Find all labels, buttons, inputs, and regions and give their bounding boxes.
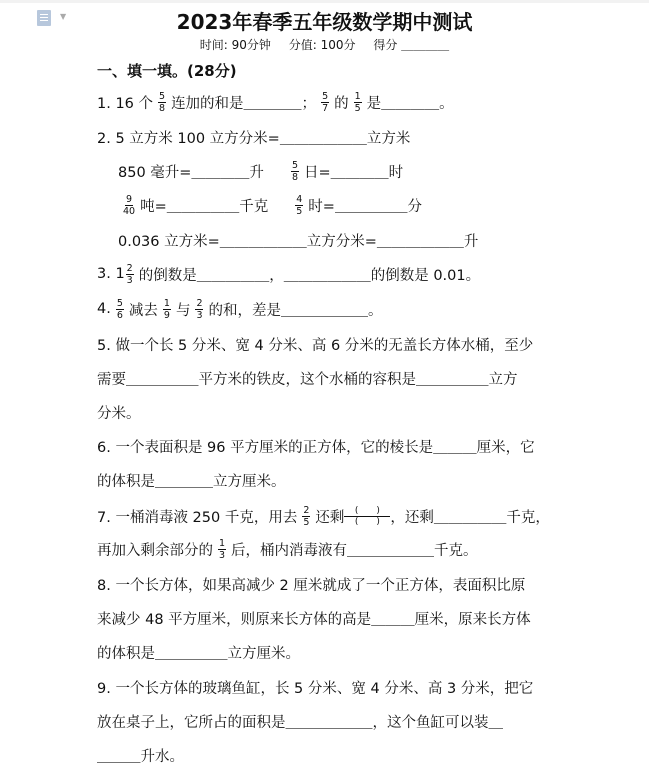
question-line xyxy=(97,87,454,117)
denominator-blank: ( ) xyxy=(354,516,380,527)
denominator: 3 xyxy=(196,309,203,321)
question-text: 的体积是＿＿＿＿立方厘米。 xyxy=(97,473,286,490)
question-text: 9. 一个长方体的玻璃鱼缸，长 5 分米、宽 4 分米、高 3 分米，把它 xyxy=(97,680,534,697)
question-line xyxy=(97,329,533,359)
question-line xyxy=(97,672,533,702)
fraction xyxy=(321,91,329,114)
question-line xyxy=(118,190,422,220)
question-text: 分米。 xyxy=(97,405,141,422)
fraction xyxy=(163,298,171,321)
denominator: 5 xyxy=(296,205,303,217)
fraction xyxy=(302,505,310,528)
question-text: 减去 xyxy=(128,302,158,319)
question-line xyxy=(97,501,550,531)
question-line xyxy=(118,156,403,186)
question-text: 后，桶内消毒液有＿＿＿＿＿＿千克。 xyxy=(231,542,478,559)
question-line xyxy=(118,225,478,255)
question-line xyxy=(97,534,478,564)
ruler-bar xyxy=(0,0,649,3)
fraction xyxy=(295,194,303,217)
question-line xyxy=(97,569,525,599)
question-text: 的倒数是＿＿＿＿＿，＿＿＿＿＿＿的倒数是 0.01。 xyxy=(138,267,481,284)
question-text: ＿＿＿升水。 xyxy=(97,748,184,765)
page-title: 2023年春季五年级数学期中测试 xyxy=(176,10,473,34)
numerator: 2 xyxy=(126,262,133,274)
question-text: 来减少 48 平方厘米，则原来长方体的高是＿＿＿厘米，原来长方体 xyxy=(97,611,531,628)
numerator: 1 xyxy=(354,90,361,102)
numerator: 2 xyxy=(196,297,203,309)
question-text: 8. 一个长方体，如果高减少 2 厘米就成了一个正方体，表面积比原 xyxy=(97,577,526,594)
question-text: 放在桌子上，它所占的面积是＿＿＿＿＿＿，这个鱼缸可以装＿ xyxy=(97,714,503,731)
denominator: 7 xyxy=(322,102,329,114)
question-text: 6. 一个表面积是 96 平方厘米的正方体，它的棱长是＿＿＿厘米，它 xyxy=(97,439,535,456)
fraction xyxy=(116,298,124,321)
question-line xyxy=(97,122,410,152)
chevron-down-icon[interactable]: ▼ xyxy=(60,12,67,21)
numerator: 5 xyxy=(116,297,123,309)
question-text: 7. 一桶消毒液 250 千克，用去 xyxy=(97,509,298,526)
question-text: 与 xyxy=(175,302,191,319)
question-line xyxy=(97,740,184,770)
question-text: 850 毫升=＿＿＿＿升 xyxy=(118,164,264,181)
numerator: 5 xyxy=(322,90,329,102)
question-text: 连加的和是＿＿＿＿； xyxy=(171,95,317,112)
question-line xyxy=(97,397,141,427)
fraction xyxy=(123,194,135,217)
fraction xyxy=(218,538,226,561)
denominator: 5 xyxy=(354,102,361,114)
numerator: 1 xyxy=(163,297,170,309)
question-line xyxy=(97,294,382,324)
question-text: 日=＿＿＿＿时 xyxy=(303,164,404,181)
question-text: 1. 16 个 xyxy=(97,95,154,112)
question-line xyxy=(97,431,535,461)
question-line xyxy=(97,363,518,393)
exam-time: 时间: 90分钟 xyxy=(199,38,271,52)
denominator: 9 xyxy=(163,309,170,321)
numerator: 9 xyxy=(126,193,133,205)
denominator: 6 xyxy=(116,309,123,321)
question-line xyxy=(97,603,531,633)
question-text: 再加入剩余部分的 xyxy=(97,542,213,559)
question-text: 的和，差是＿＿＿＿＿＿。 xyxy=(208,302,383,319)
denominator: 3 xyxy=(126,274,133,286)
denominator: 3 xyxy=(219,549,226,561)
question-text: 5. 做一个长 5 分米、宽 4 分米、高 6 分米的无盖长方体水桶，至少 xyxy=(97,337,534,354)
numerator: 4 xyxy=(296,193,303,205)
exam-score: 得分 ＿＿＿＿ xyxy=(373,38,450,52)
question-text: 2. 5 立方米 100 立方分米=＿＿＿＿＿＿立方米 xyxy=(97,130,411,147)
exam-total-score: 分值: 100分 xyxy=(288,38,356,52)
numerator: 5 xyxy=(159,90,166,102)
question-text: 的体积是＿＿＿＿＿立方厘米。 xyxy=(97,645,300,662)
fraction xyxy=(158,91,166,114)
question-text: 3. 1 xyxy=(97,266,125,282)
question-line xyxy=(97,637,300,667)
numerator: 5 xyxy=(291,159,298,171)
question-line xyxy=(97,706,503,736)
question-line xyxy=(97,465,286,495)
fraction-blank xyxy=(344,506,390,527)
question-text: 4. xyxy=(97,301,111,317)
section-heading: 一、填一填。(28分) xyxy=(97,62,237,80)
question-text: 的 xyxy=(334,95,349,112)
question-line xyxy=(97,259,480,289)
fraction xyxy=(291,160,299,183)
question-text: 0.036 立方米=＿＿＿＿＿＿立方分米=＿＿＿＿＿＿升 xyxy=(118,233,479,250)
question-text: 吨=＿＿＿＿＿千克 xyxy=(140,198,269,215)
question-text: 是＿＿＿＿。 xyxy=(366,95,454,112)
denominator: 8 xyxy=(159,102,166,114)
question-text: 需要＿＿＿＿＿平方米的铁皮，这个水桶的容积是＿＿＿＿＿立方 xyxy=(97,371,518,388)
numerator: 1 xyxy=(219,537,226,549)
numerator: 2 xyxy=(303,504,310,516)
question-text: ，还剩＿＿＿＿＿千克， xyxy=(390,509,550,526)
exam-info xyxy=(0,36,649,53)
fraction xyxy=(195,298,203,321)
fraction xyxy=(126,263,134,286)
denominator: 8 xyxy=(291,171,298,183)
denominator: 40 xyxy=(123,205,136,217)
question-text: 时=＿＿＿＿＿分 xyxy=(308,198,422,215)
denominator: 5 xyxy=(303,516,310,528)
question-text: 还剩 xyxy=(315,509,345,526)
numerator-blank: ( ) xyxy=(344,506,390,517)
fraction xyxy=(354,91,362,114)
